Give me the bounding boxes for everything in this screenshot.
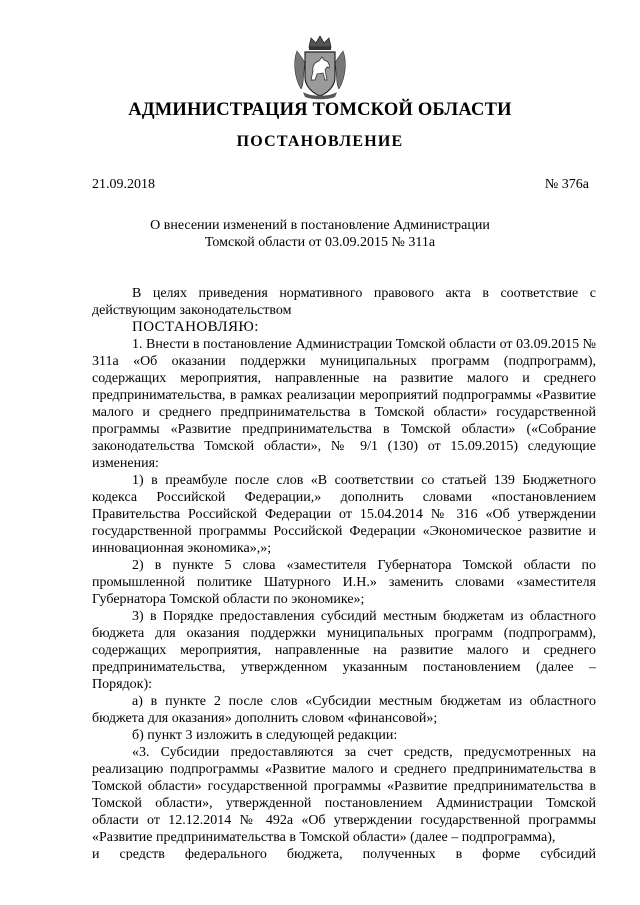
subitem-3-paragraph: 3) в Порядке предоставления субсидий местным бюджетам из областного бюджета для оказания поддержки муниципальных программ (подпрограмм), содержащих мероприятия, направленные на развитие малого и среднего предпринимательства, утвержденном указанным постановлением (далее – Порядок): <box>92 609 596 692</box>
subject-line-1: О внесении изменений в постановление Администрации <box>150 218 490 233</box>
subitem-1-paragraph: 1) в преамбуле после слов «В соответствии со статьей 139 Бюджетного кодекса Российской Федерации,» дополнить словами «постановлением Правительства Российской Федерации от 15.04.2014 № 316 «Об утверждении государственной программы Российской Федерации «Экономическое развитие и инновационная экономика»,»; <box>92 473 596 556</box>
decree-word: ПОСТАНОВЛЯЮ: <box>132 319 259 335</box>
item-1-paragraph: 1. Внести в постановление Администрации Томской области от 03.09.2015 № 311а «Об оказании поддержки муниципальных программ (подпрограмм), содержащих мероприятия, направленные на развитие малого и среднего предпринимательства, в рамках реализации мероприятий подпрограммы «Развитие малого и среднего предпринимательства в Томской области» государственной программы «Развитие предпринимательства в Томской области» («Собрание законодательства Томской области», № 9/1 (130) от 15.09.2015) следующие изменения: <box>92 337 596 471</box>
document-body <box>92 285 596 860</box>
coat-of-arms-icon <box>291 33 349 101</box>
document-date: 21.09.2018 <box>92 177 155 192</box>
document-number: № 376а <box>544 177 589 192</box>
subitem-2-paragraph: 2) в пункте 5 слова «заместителя Губернатора Томской области по промышленной политике Шатурного И.Н.» заменить словами «заместителя Губернатора Томской области по экономике»; <box>92 558 596 607</box>
subitem-3a-paragraph: а) в пункте 2 после слов «Субсидии местным бюджетам из областного бюджета для оказания» дополнить словом «финансовой»; <box>92 694 596 726</box>
quoted-clause-continuation: и средств федерального бюджета, полученных в форме субсидий <box>92 847 596 860</box>
subitem-3b-paragraph: б) пункт 3 изложить в следующей редакции: <box>132 728 398 743</box>
subject-line-2: Томской области от 03.09.2015 № 311а <box>204 235 436 250</box>
quoted-clause-continuation-wrapper <box>92 846 596 860</box>
quoted-clause-paragraph: «3. Субсидии предоставляются за счет средств, предусмотренных на реализацию подпрограммы «Развитие малого и среднего предпринимательства в Томской области» государственной программы «Развитие предпринимательства в Томской области», утвержденной постановлением Администрации Томской области от 12.12.2014 № 492а «Об утверждении государственной программы «Развитие предпринимательства в Томской области» (далее – подпрограмма), <box>92 745 596 845</box>
organization-title: АДМИНИСТРАЦИЯ ТОМСКОЙ ОБЛАСТИ <box>128 100 512 120</box>
preamble-paragraph: В целях приведения нормативного правового акта в соответствие с действующим законодательством <box>92 286 596 318</box>
document-type: ПОСТАНОВЛЕНИЕ <box>236 133 404 150</box>
document-subject <box>140 217 500 251</box>
